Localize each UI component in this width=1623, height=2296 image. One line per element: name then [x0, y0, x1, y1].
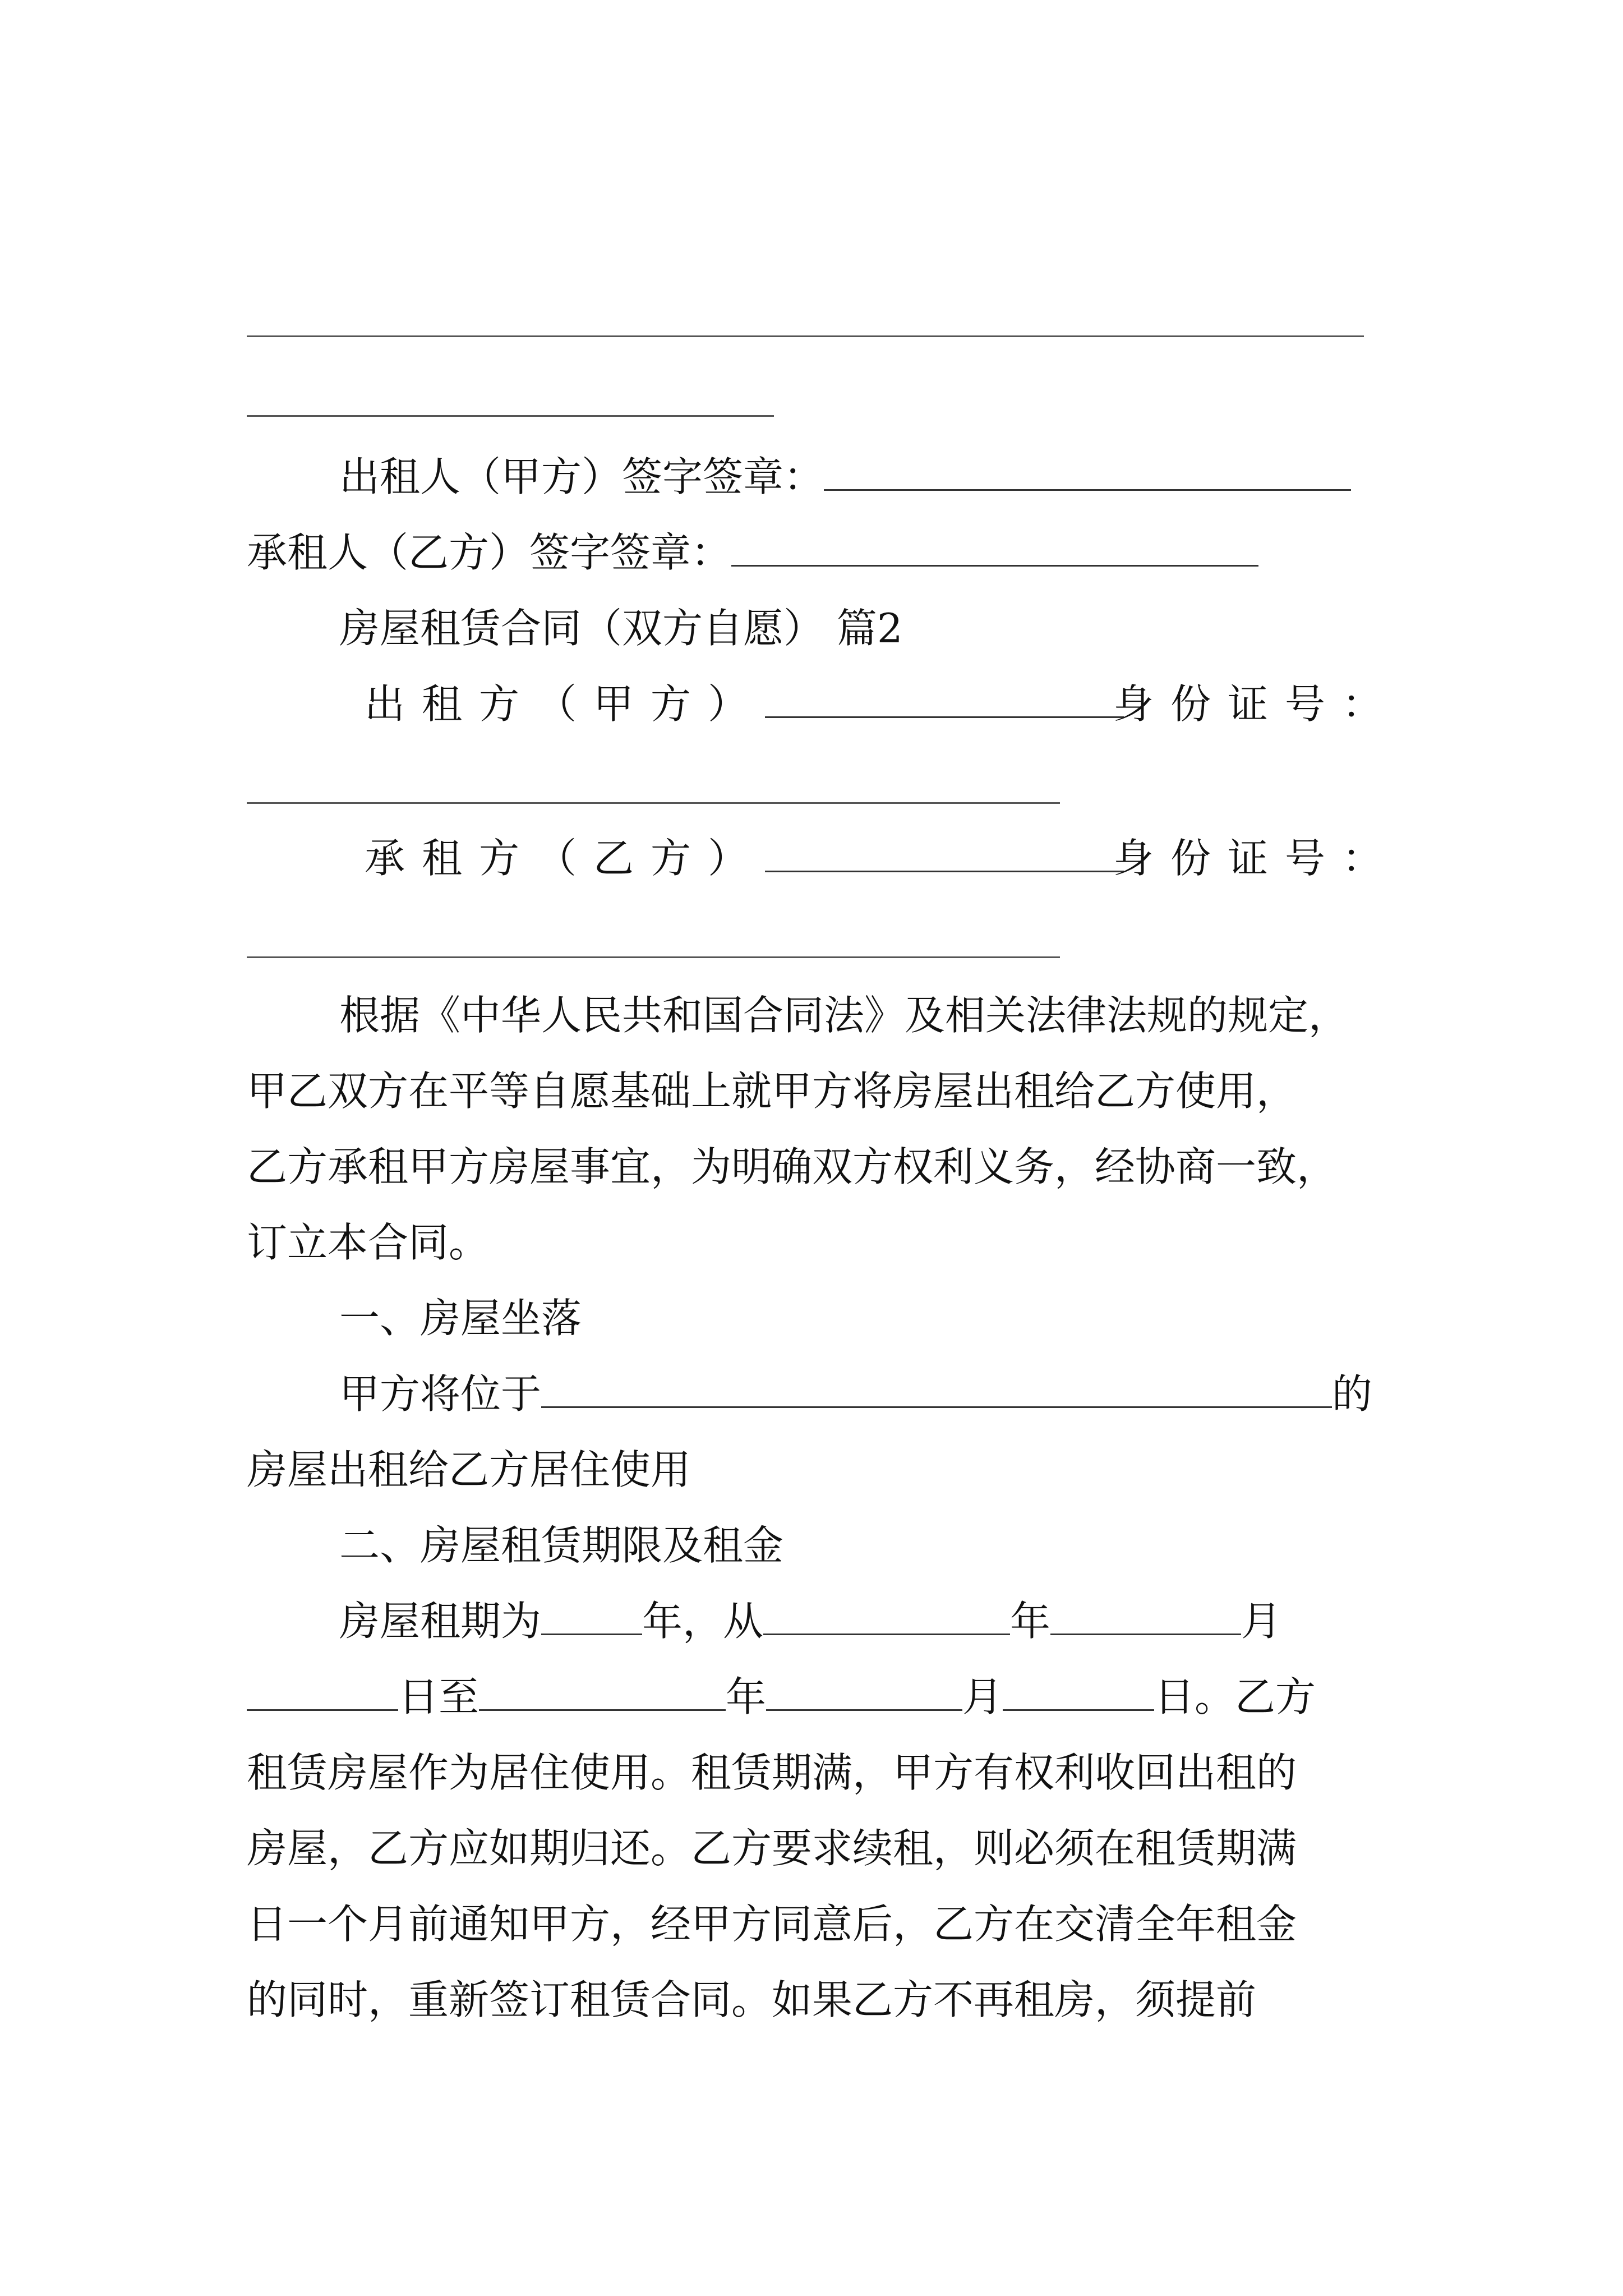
- section2-body-4: 的同时，重新签订租赁合同。如果乙方不再租房，须提前: [247, 1976, 1257, 2023]
- lessor-signature-row: [339, 446, 1351, 508]
- end-month-unit: 月: [962, 1673, 1003, 1720]
- section1-text-a: 甲方将位于: [339, 1370, 542, 1418]
- year-unit: 年: [1010, 1598, 1051, 1645]
- lessor-id-label: 身份证号：: [1113, 680, 1400, 728]
- section1-location-row: [339, 1363, 1372, 1425]
- end-year-blank: [479, 1670, 726, 1711]
- day-to: 日至: [398, 1673, 479, 1720]
- contract-heading: 房屋租赁合同（双方自愿） 篇2: [339, 605, 903, 652]
- years-blank: [541, 1594, 642, 1635]
- start-day-blank: [247, 1670, 398, 1711]
- end-year-unit: 年: [726, 1673, 767, 1720]
- lease-period-row: [339, 1590, 1281, 1652]
- intro-line-1: 根据《中华人民共和国合同法》及相关法律法规的规定，: [339, 992, 1349, 1039]
- end-day-blank: [1003, 1670, 1154, 1711]
- lessee-id-label: 身份证号：: [1113, 835, 1400, 882]
- section2-body-1: 租赁房屋作为居住使用。租赁期满，甲方有权利收回出租的: [247, 1749, 1297, 1796]
- end-month-blank: [766, 1670, 962, 1711]
- lessee-label: 承租方（乙方）: [365, 835, 766, 882]
- lessee-signature-label: 承租人（乙方）签字签章：: [247, 529, 732, 576]
- lessor-id-line: [247, 802, 1060, 804]
- section2-body-2: 房屋，乙方应如期归还。乙方要求续租，则必须在租赁期满: [247, 1825, 1297, 1872]
- section1-text-b: 的: [1332, 1370, 1373, 1418]
- intro-line-2: 甲乙双方在平等自愿基础上就甲方将房屋出租给乙方使用，: [247, 1068, 1297, 1115]
- section1-text-c: 房屋出租给乙方居住使用: [247, 1446, 691, 1493]
- lessor-signature-label: 出租人（甲方）签字签章：: [339, 453, 824, 500]
- lessor-name-blank: [765, 677, 1124, 718]
- section2-body-3: 日一个月前通知甲方，经甲方同意后，乙方在交清全年租金: [247, 1901, 1297, 1948]
- section2-title: 二、房屋租赁期限及租金: [339, 1522, 784, 1569]
- lessor-signature-blank: [824, 450, 1351, 491]
- day-tail: 日。乙方: [1154, 1673, 1316, 1720]
- month-unit: 月: [1241, 1598, 1282, 1645]
- lessee-signature-row: [247, 522, 1258, 583]
- lessor-label: 出租方（甲方）: [365, 680, 766, 728]
- start-month-blank: [1050, 1594, 1241, 1635]
- fill-line: [247, 335, 1364, 337]
- start-year-blank: [763, 1594, 1010, 1635]
- location-blank: [541, 1367, 1332, 1408]
- period-label: 房屋租期为: [339, 1598, 542, 1645]
- section1-title: 一、房屋坐落: [339, 1295, 582, 1342]
- lessee-id-line: [247, 956, 1060, 958]
- lessee-name-blank: [765, 831, 1124, 872]
- period-year-from: 年，从: [642, 1598, 764, 1645]
- intro-line-4: 订立本合同。: [247, 1219, 490, 1266]
- lessor-row: [365, 673, 1124, 735]
- lessee-row: [365, 827, 1124, 889]
- intro-line-3: 乙方承租甲方房屋事宜，为明确双方权利义务，经协商一致，: [247, 1143, 1338, 1190]
- fill-line: [247, 415, 774, 417]
- lessee-signature-blank: [731, 526, 1258, 567]
- lease-period-row-2: [247, 1666, 1316, 1728]
